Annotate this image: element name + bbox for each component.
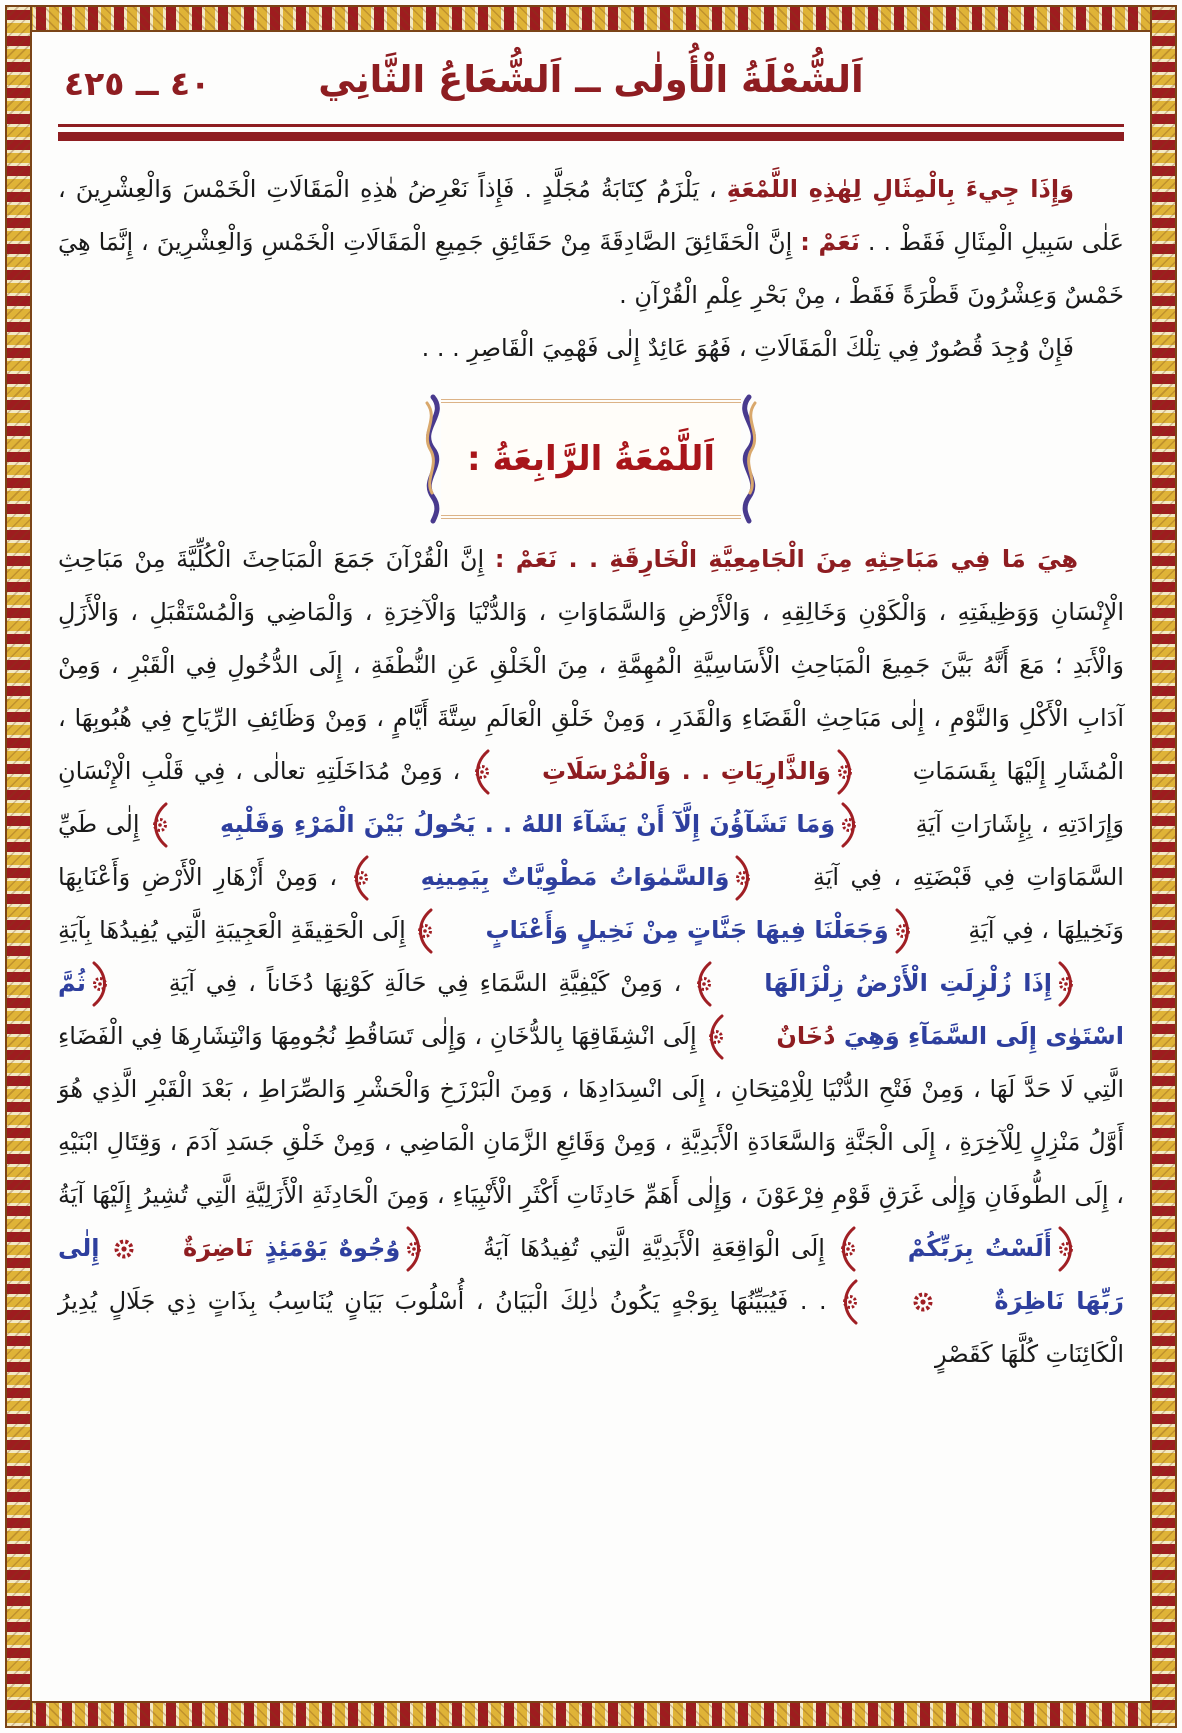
heading-ornament-left-icon bbox=[415, 393, 451, 525]
body-text: إِلَى انْشِقَاقِهَا بِالدُّخَانِ ، وَإِلٰى تَسَاقُطِ نُجُومِهَا وَانْتِشَارِهَا فِي الْفَضَاءِ الَّتِي لَا حَدَّ لَهَا ، وَمِنْ فَتْحِ الدُّنْيَا لِلْاِمْتِحَانِ ، إِلَى انْسِدَادِهَا ، وَمِنَ الْبَرْزَخِ وَالْحَشْرِ وَالصِّرَاطِ ، بَعْدَ الْقَبْرِ الَّذِي هُوَ أَوَّلُ مَنْزِلٍ لِلْآخِرَةِ ، إِلَى الْجَنَّةِ وَالسَّعَادَةِ الْأَبَدِيَّةِ ، وَمِنْ وَقَائِعِ الزَّمَانِ الْمَاضِي ، وَمِنْ خَلْقِ جَسَدِ آدَمَ ، وَقِتَالِ ابْنَيْهِ ، إِلَى الطُّوفَانِ وَإِلٰى غَرَقِ قَوْمِ فِرْعَوْنَ ، وَإِلٰى أَهَمِّ حَادِثَاتِ أَكْثَرِ الْأَنْبِيَاءِ ، وَمِنَ الْحَادِثَةِ الْأَزَلِيَّةِ الَّتِي تُشِيرُ إِلَيْهَا آيَةُ bbox=[58, 1022, 1124, 1209]
border-chain-right bbox=[1150, 5, 1177, 1728]
ornate-open-bracket-icon bbox=[402, 1226, 470, 1272]
quran-verse-text: أَلَسْتُ بِرَبِّكُمْ bbox=[907, 1234, 1053, 1262]
header-rule-thin bbox=[58, 124, 1124, 127]
quran-verse-text: ثُمَّ اسْتَوٰى إِلَى السَّمَآءِ وَهِيَ bbox=[58, 969, 1124, 1050]
ornate-open-bracket-icon bbox=[833, 749, 901, 795]
body-text: إِنَّ الْقُرْآنَ جَمَعَ الْمَبَاحِثَ الْكُلِّيَّةَ مِنْ مَبَاحِثِ الْإِنْسَانِ وَوَظِيفَتِهِ ، وَالْكَوْنِ وَخَالِقِهِ ، وَالْأَرْضِ وَالسَّمَاوَاتِ ، وَالدُّنْيَا وَالْآخِرَةِ ، وَالْمَاضِي وَالْمُسْتَقْبَلِ ، وَالْأَزَلِ وَالْأَبَدِ ؛ مَعَ أَنَّهُ بَيَّنَ جَمِيعَ الْمَبَاحِثِ الْأَسَاسِيَّةِ الْمُهِمَّةِ ، مِنَ الْخَلْقِ عَنِ النُّطْفَةِ ، إِلَى الدُّخُولِ فِي الْقَبْرِ ، وَمِنْ آدَابِ الْأَكْلِ وَالنَّوْمِ ، إِلٰى مَبَاحِثِ الْقَضَاءِ وَالْقَدَرِ ، وَمِنْ خَلْقِ الْعَالَمِ سِتَّةَ أَيَّامٍ ، وَمِنْ وَظَائِفِ الرِّيَاحِ فِي هُبُوبِهَا ، الْمُشَارِ إِلَيْهَا بِقَسَمَاتِ bbox=[58, 545, 1125, 785]
body-text: ، وَمِنْ أَزْهَارِ الْأَرْضِ وَأَعْنَابِهَا وَنَخِيلِهَا ، فِي آيَةِ bbox=[58, 863, 1125, 944]
ornate-close-bracket-icon bbox=[838, 1226, 906, 1272]
emphasis-text: هِيَ مَا فِي مَبَاحِثِهِ مِنَ الْجَامِعِيَّةِ الْخَارِقَةِ . . نَعَمْ : bbox=[494, 545, 1079, 573]
verse-separator-icon bbox=[912, 1291, 980, 1313]
ornate-close-bracket-icon bbox=[351, 855, 419, 901]
ornate-open-bracket-icon bbox=[891, 908, 959, 954]
quran-verse-text: وَمَا تَشَآؤُنَ إِلَّآ أَنْ يَشَآءَ اللهُ . . يَحُولُ بَيْنَ الْمَرْءِ وَقَلْبِهِ bbox=[220, 810, 836, 838]
emphasis-text: نَعَمْ : bbox=[800, 228, 860, 256]
body-text: إِنَّ الْحَقَائِقَ الصَّادِقَةَ مِنْ حَقَائِقِ جَمِيعِ الْمَقَالَاتِ الْخَمْسِ وَالْعِشْرِينَ ، إِنَّمَا هِيَ خَمْسٌ وَعِشْرُونَ قَطْرَةً فَقَطْ ، مِنْ بَحْرِ عِلْمِ الْقُرْآنِ . bbox=[58, 228, 1124, 309]
body-text: . . فَيُبَيِّنُهَا بِوَجْهٍ يَكُونُ ذٰلِكَ الْبَيَانُ ، أُسْلُوبَ بَيَانٍ يُنَاسِبُ بِذَاتٍ ذِي جَلَالٍ يُدِيرُ الْكَائِنَاتِ كُلَّهَا كَقَصْرٍ bbox=[58, 1287, 1124, 1368]
ornate-open-bracket-icon bbox=[731, 855, 799, 901]
page-content bbox=[58, 40, 1124, 1693]
body-text: إِلٰى طَيِّ السَّمَاوَاتِ فِي قَبْضَتِهِ ، فِي آيَةِ bbox=[58, 810, 1124, 891]
ornate-open-bracket-icon bbox=[837, 802, 905, 848]
body-text: إِلَى الْحَقِيقَةِ الْعَجِيبَةِ الَّتِي يُفِيدُهَا بِآيَةِ bbox=[58, 916, 414, 944]
border-chain-bottom bbox=[5, 1701, 1177, 1728]
section-heading-box bbox=[58, 395, 1124, 523]
header-rule-bar bbox=[58, 132, 1124, 141]
emphasis-text: دُخَانٌ bbox=[776, 1022, 836, 1050]
border-chain-top bbox=[5, 5, 1177, 32]
emphasis-text: وَالذَّارِيَاتِ . . وَالْمُرْسَلَاتِ bbox=[541, 757, 831, 785]
section-heading: اَللَّمْعَةُ الرَّابِعَةُ : bbox=[467, 439, 715, 479]
heading-frame bbox=[441, 399, 741, 519]
page-header bbox=[58, 40, 1124, 112]
body-text: إِلَى الْوَاقِعَةِ الْأَبَدِيَّةِ الَّتِي تُفِيدُهَا آيَةُ bbox=[472, 1234, 836, 1262]
paragraph-fourth-gleam bbox=[58, 533, 1124, 1381]
verse-separator-icon bbox=[113, 1238, 181, 1260]
ornate-close-bracket-icon bbox=[415, 908, 483, 954]
quran-verse-text: وَجَعَلْنَا فِيهَا جَنَّاتٍ مِنْ نَخِيلٍ وَأَعْنَابٍ bbox=[485, 916, 889, 944]
ornate-close-bracket-icon bbox=[706, 1014, 774, 1060]
ornate-close-bracket-icon bbox=[694, 961, 762, 1007]
page-title: اَلشُّعْلَةُ الْأُولٰى ــ اَلشُّعَاعُ الثَّانِي bbox=[318, 58, 864, 101]
quran-verse-text: وُجُوهٌ يَوْمَئِذٍ bbox=[253, 1234, 401, 1262]
quran-verse-text: وَالسَّمٰوَاتُ مَطْوِيَّاتٌ بِيَمِينِهِ bbox=[420, 863, 730, 891]
ornate-close-bracket-icon bbox=[840, 1279, 908, 1325]
paragraph-intro bbox=[58, 163, 1124, 322]
body-text: ، وَمِنْ مُدَاخَلَتِهِ تعالٰى ، فِي قَلْبِ الْإِنْسَانِ وَإِرَادَتِهِ ، بِإِشَارَاتِ آيَةِ bbox=[58, 757, 1124, 838]
quran-verse-text: إِلٰى رَبِّهَا نَاظِرَةٌ bbox=[58, 1234, 1124, 1315]
body-text: ، يَلْزَمُ كِتَابَةُ مُجَلَّدٍ . فَإِذاً نَعْرِضُ هٰذِهِ الْمَقَالَاتِ الْخَمْسَ وَالْعِشْرِينَ ، عَلٰى سَبِيلِ الْمِثَالِ فَقَطْ . . bbox=[58, 175, 1124, 256]
border-chain-left bbox=[5, 5, 32, 1728]
body-text: ، وَمِنْ كَيْفِيَّةِ السَّمَاءِ فِي حَالَةِ كَوْنِهَا دُخَاناً ، فِي آيَةِ bbox=[157, 969, 693, 997]
emphasis-text: نَاضِرَةٌ bbox=[183, 1234, 254, 1262]
page-number: ٤٠ ــ ٤٢٥ bbox=[64, 64, 211, 103]
ornate-open-bracket-icon bbox=[88, 961, 156, 1007]
ornate-close-bracket-icon bbox=[150, 802, 218, 848]
emphasis-text: وَإِذَا جِيءَ بِالْمِثَالِ لِهٰذِهِ اللَّمْعَةِ bbox=[726, 175, 1074, 203]
paragraph-shortcoming: فَإِنْ وُجِدَ قُصُورٌ فِي تِلْكَ الْمَقَالَاتِ ، فَهُوَ عَائِدٌ إِلٰى فَهْمِيَ الْقَاصِرِ . . . bbox=[421, 334, 1074, 362]
ornate-close-bracket-icon bbox=[472, 749, 540, 795]
heading-ornament-right-icon bbox=[731, 393, 767, 525]
ornate-open-bracket-icon bbox=[1054, 961, 1122, 1007]
quran-verse-text: إِذَا زُلْزِلَتِ الْأَرْضُ زِلْزَالَهَا bbox=[764, 969, 1052, 997]
ornate-open-bracket-icon bbox=[1054, 1226, 1122, 1272]
